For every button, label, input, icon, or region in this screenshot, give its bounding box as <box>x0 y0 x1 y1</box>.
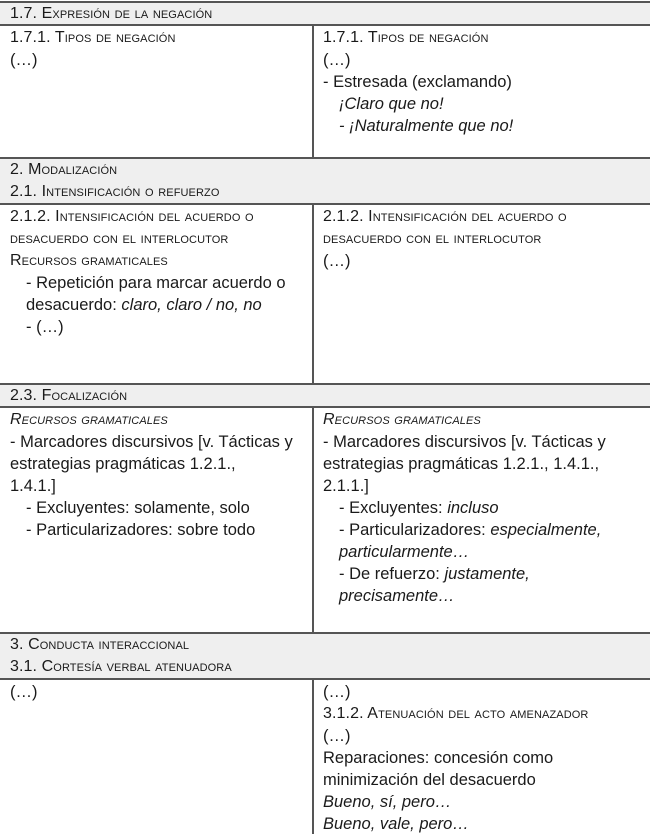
ellipsis-text: (…) <box>323 252 351 270</box>
list-item: - (…) <box>26 318 64 336</box>
right-cell <box>312 408 650 634</box>
resource-label: Recursos gramaticales <box>323 411 481 428</box>
ellipsis-text: (…) <box>10 683 38 701</box>
example-text: particularmente… <box>339 543 470 561</box>
example-text: justamente, <box>444 565 530 583</box>
subsection-title: 1.7.1. Tipos de negación <box>10 29 176 46</box>
section-heading: 2. Modalización <box>10 161 118 178</box>
table-row-3-1 <box>0 680 650 834</box>
left-cell <box>0 205 312 384</box>
list-item-cont: estrategias pragmáticas 1.2.1., <box>10 455 236 473</box>
section-heading: 1.7. Expresión de la negación <box>10 5 213 22</box>
list-item: - Marcadores discursivos [v. Tácticas y <box>10 433 293 451</box>
left-cell <box>0 26 312 158</box>
ellipsis-text: (…) <box>10 51 38 69</box>
right-cell <box>312 205 650 384</box>
ellipsis-text: (…) <box>323 51 351 69</box>
subsection-title-cont: desacuerdo con el interlocutor <box>10 230 229 247</box>
example-text: - ¡Naturalmente que no! <box>339 117 514 135</box>
example-text: precisamente… <box>339 587 455 605</box>
section-header-1-7 <box>0 1 650 26</box>
list-item-cont: 1.4.1.] <box>10 477 56 495</box>
list-item-cont: 2.1.1.] <box>323 477 369 495</box>
resource-label: Recursos gramaticales <box>10 411 168 428</box>
repair-text: Reparaciones: concesión como <box>323 749 554 767</box>
ellipsis-text: (…) <box>323 727 351 745</box>
ellipsis-text: (…) <box>323 683 351 701</box>
subsection-title-cont: desacuerdo con el interlocutor <box>323 230 542 247</box>
left-cell <box>0 680 312 834</box>
list-item: - Repetición para marcar acuerdo o <box>26 274 286 292</box>
section-subheading: 2.1. Intensificación o refuerzo <box>10 183 220 200</box>
section-header-3 <box>0 632 650 680</box>
list-item: - Marcadores discursivos [v. Tácticas y <box>323 433 606 451</box>
example-text: Bueno, sí, pero… <box>323 793 452 811</box>
list-item: - Particularizadores: <box>339 521 491 539</box>
section-header-2-3 <box>0 383 650 408</box>
table-row-1-7-1 <box>0 26 650 158</box>
list-item-cont: estrategias pragmáticas 1.2.1., 1.4.1., <box>323 455 600 473</box>
right-cell <box>312 680 650 834</box>
example-text: ¡Claro que no! <box>339 95 444 113</box>
subsection-title: 3.1.2. Atenuación del acto amenazador <box>323 705 589 722</box>
section-heading: 3. Conducta interaccional <box>10 636 190 653</box>
right-cell <box>312 26 650 158</box>
list-item: - Particularizadores: sobre todo <box>26 521 256 539</box>
table-row-2-3 <box>0 408 650 634</box>
section-subheading: 3.1. Cortesía verbal atenuadora <box>10 658 232 675</box>
subsection-title: 2.1.2. Intensificación del acuerdo o <box>323 208 567 225</box>
section-heading: 2.3. Focalización <box>10 387 128 404</box>
list-item: - Excluyentes: <box>339 499 448 517</box>
list-item-cont: desacuerdo: <box>26 296 122 314</box>
list-item: - Excluyentes: solamente, solo <box>26 499 250 517</box>
example-text: incluso <box>447 499 499 517</box>
repair-text-cont: minimización del desacuerdo <box>323 771 536 789</box>
list-item: - Estresada (exclamando) <box>323 73 512 91</box>
example-text: claro, claro / no, no <box>121 296 262 314</box>
example-text: especialmente, <box>490 521 602 539</box>
section-header-2 <box>0 157 650 205</box>
subsection-title: 1.7.1. Tipos de negación <box>323 29 489 46</box>
example-text: Bueno, vale, pero… <box>323 815 469 833</box>
list-item: - De refuerzo: <box>339 565 445 583</box>
resource-label: Recursos gramaticales <box>10 252 168 269</box>
subsection-title: 2.1.2. Intensificación del acuerdo o <box>10 208 254 225</box>
table-row-2-1-2 <box>0 205 650 384</box>
left-cell <box>0 408 312 634</box>
